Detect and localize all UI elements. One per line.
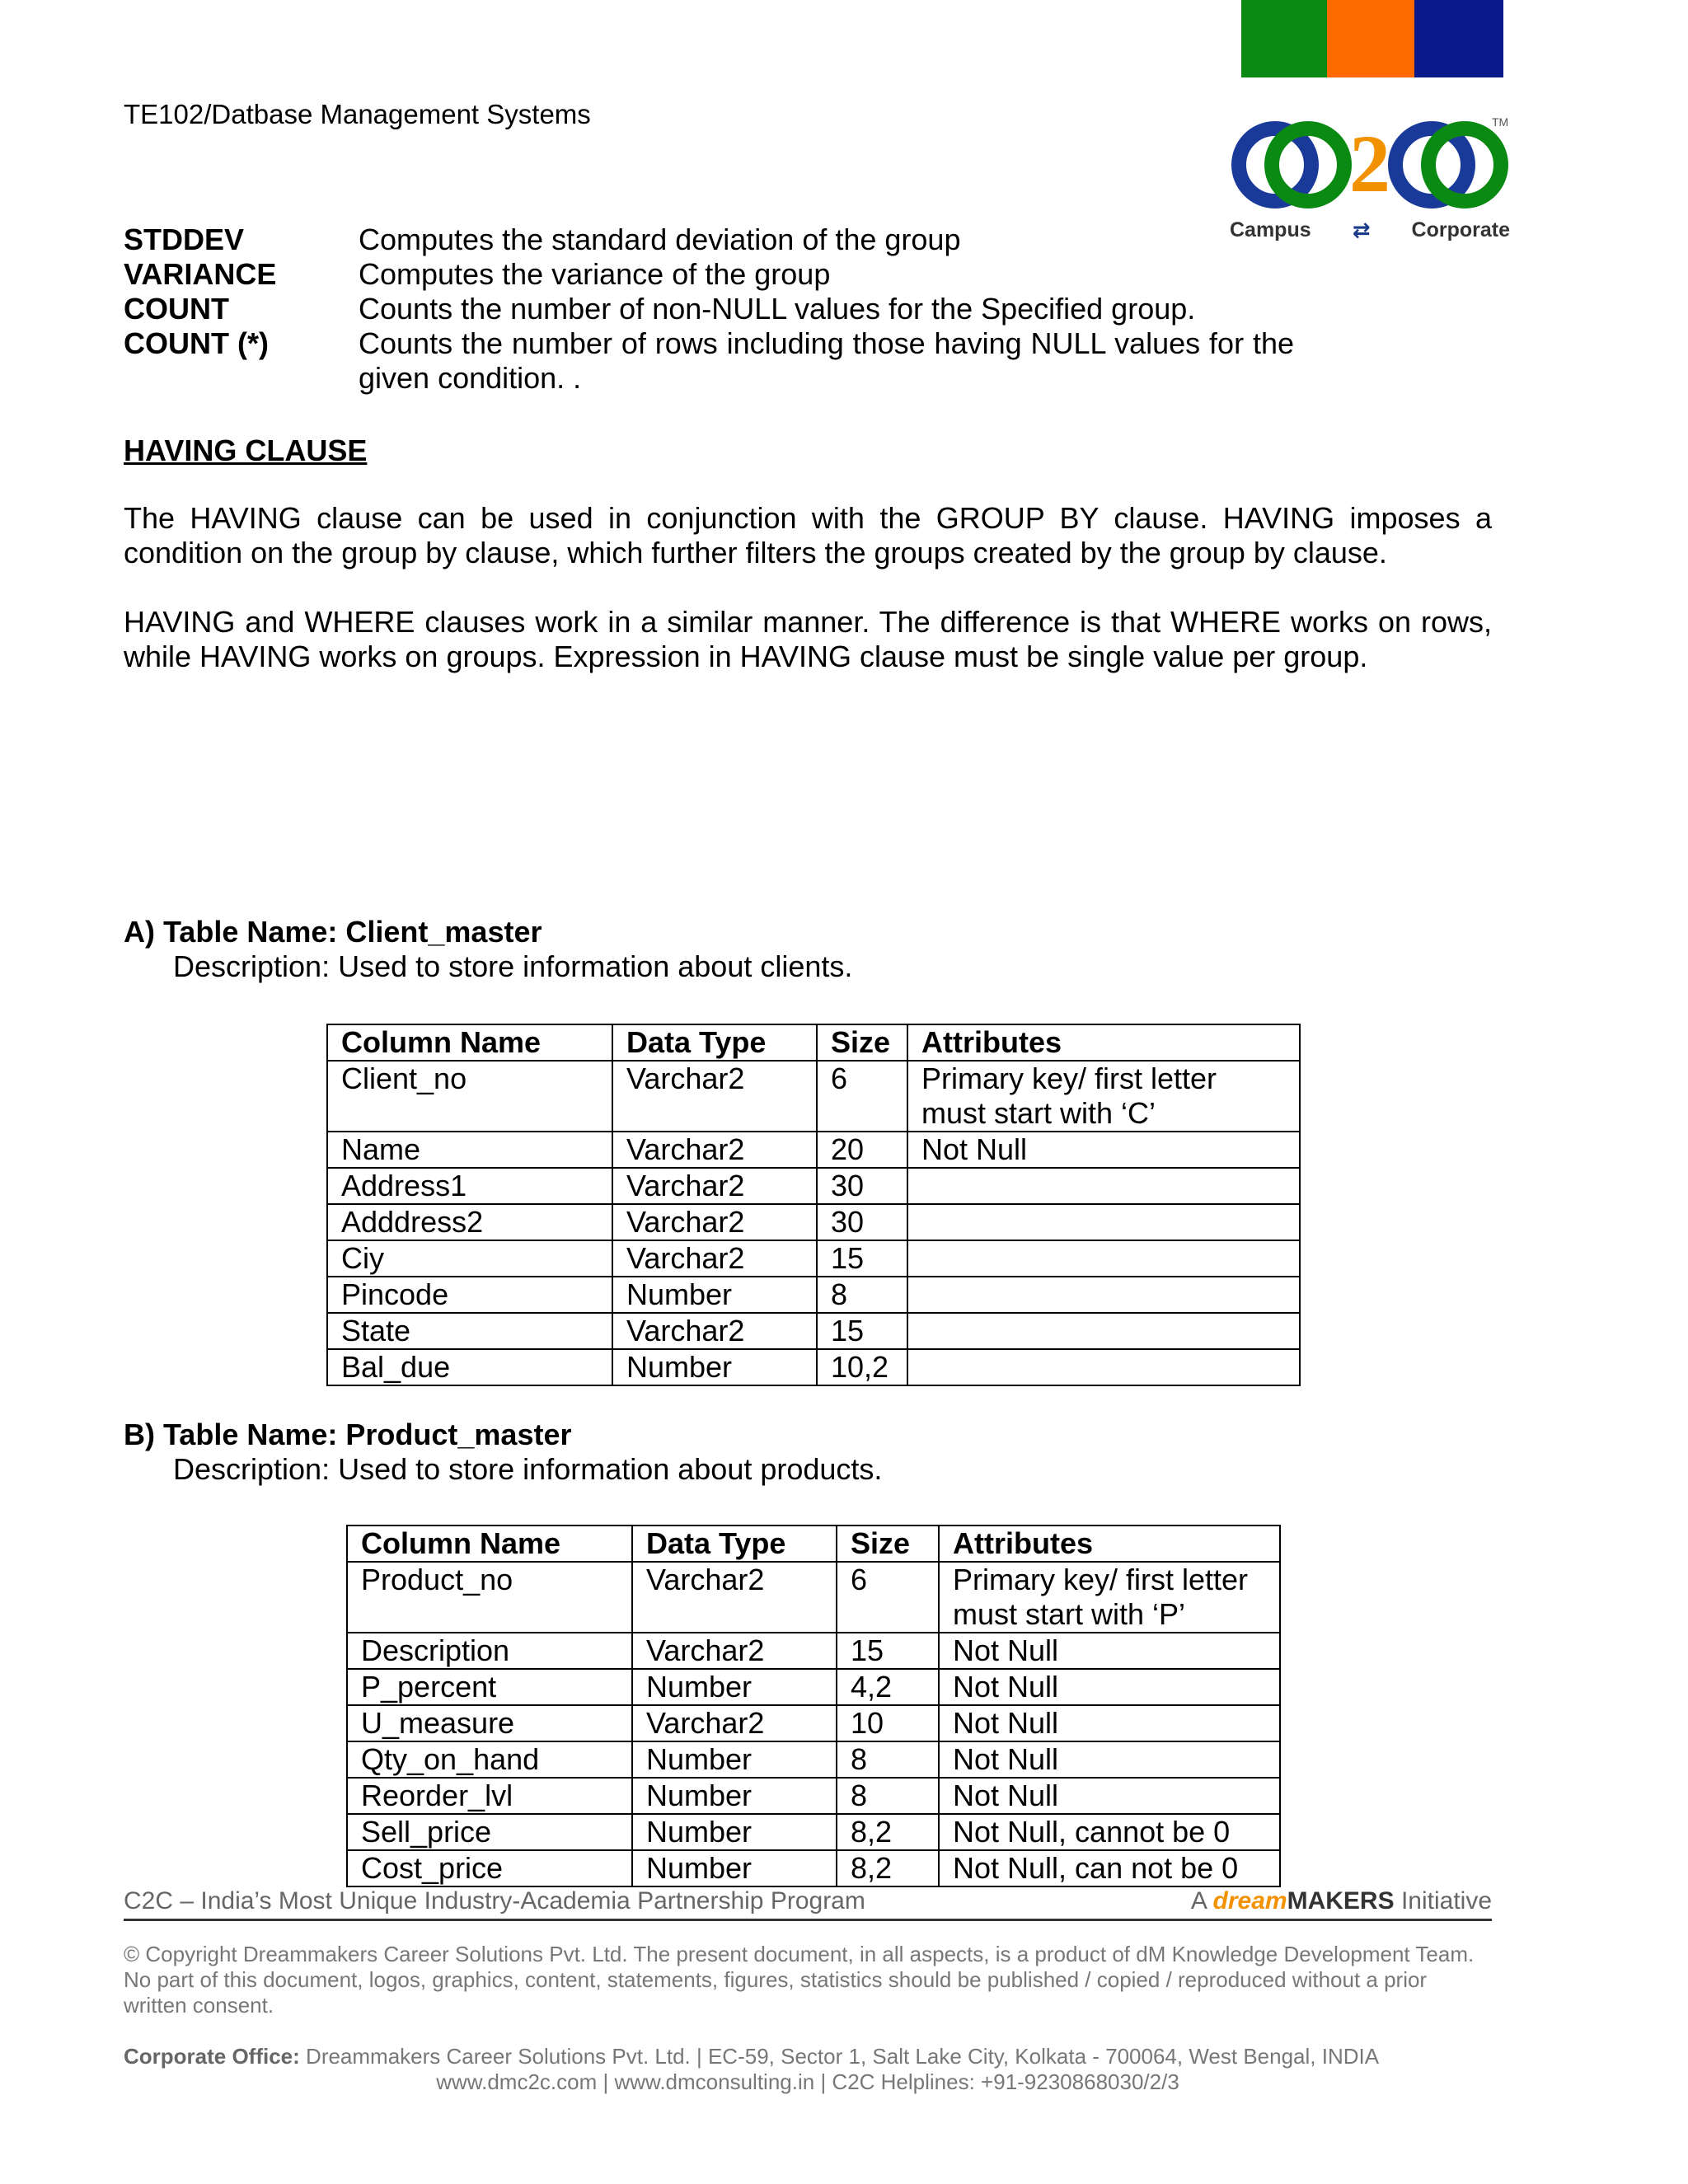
function-name: COUNT (*) [124,326,269,360]
cell: Not Null, can not be 0 [939,1850,1280,1886]
cell: Varchar2 [612,1313,817,1349]
cell: Varchar2 [612,1168,817,1204]
table-b-heading: B) Table Name: Product_master [124,1418,572,1451]
table-row [347,1669,1280,1705]
cell: 15 [817,1240,907,1277]
cell: 8,2 [837,1814,939,1850]
green-block [1241,0,1330,77]
orange-block [1327,0,1416,77]
cell: Product_no [347,1562,632,1633]
table-row [327,1313,1300,1349]
cell: 8 [837,1778,939,1814]
cell: Number [632,1669,837,1705]
function-name: VARIANCE [124,257,277,291]
cell [907,1168,1300,1204]
cell: 8 [817,1277,907,1313]
table-header-row [347,1526,1280,1562]
cell: Ciy [327,1240,612,1277]
cell: 10,2 [817,1349,907,1385]
cell: 6 [817,1061,907,1132]
header-cell: Data Type [612,1024,817,1061]
cell: Address1 [327,1168,612,1204]
exchange-arrow-icon: ⇄ [1352,218,1371,242]
function-desc: Counts the number of rows including those having NULL values for the given condition. . [359,326,1294,395]
cell: 4,2 [837,1669,939,1705]
cell: 10 [837,1705,939,1741]
header-cell: Data Type [632,1526,837,1562]
svg-text:2: 2 [1349,118,1390,209]
header-cell: Size [817,1024,907,1061]
initiative-prefix: A [1190,1887,1213,1915]
having-paragraph-2: HAVING and WHERE clauses work in a similar manner. The difference is that WHERE works on rows, while HAVING works on groups. Expression in HAVING clause must be single value per group. [124,605,1492,673]
dream-brand: dream [1212,1887,1287,1915]
cell: Client_no [327,1061,612,1132]
trademark-mark: TM [1492,115,1509,129]
cell: Pincode [327,1277,612,1313]
table-row [347,1778,1280,1814]
cell [907,1313,1300,1349]
cell: Number [612,1277,817,1313]
cell: 30 [817,1204,907,1240]
cell: Primary key/ first letter must start with ‘C’ [907,1061,1300,1132]
table-row [327,1204,1300,1240]
logo-campus: Campus [1230,218,1311,241]
corp-address: Dreammakers Career Solutions Pvt. Ltd. | EC-59, Sector 1, Salt Lake City, Kolkata - 700064, West Bengal, INDIA [299,2044,1380,2069]
cell: Description [347,1633,632,1669]
cell: Varchar2 [612,1204,817,1240]
table-row [327,1061,1300,1132]
cell: Not Null [939,1669,1280,1705]
cell: Varchar2 [632,1705,837,1741]
cell: Varchar2 [632,1633,837,1669]
cell: 30 [817,1168,907,1204]
footer-tagline: C2C – India’s Most Unique Industry-Academia Partnership Program [124,1887,865,1915]
table-row [327,1277,1300,1313]
cell: Adddress2 [327,1204,612,1240]
cell: Not Null, cannot be 0 [939,1814,1280,1850]
table-row [327,1132,1300,1168]
function-desc: Computes the standard deviation of the group [359,223,961,256]
table-b-description: Description: Used to store information about products. [173,1452,883,1486]
table-row [347,1705,1280,1741]
cell: 20 [817,1132,907,1168]
product-master-table [346,1525,1281,1887]
table-row [347,1814,1280,1850]
function-row [124,292,1294,326]
makers-brand: MAKERS [1287,1887,1395,1915]
cell: Primary key/ first letter must start with ‘P’ [939,1562,1280,1633]
footer-tagline-bar [124,1887,1492,1915]
having-paragraph-1: The HAVING clause can be used in conjunction with the GROUP BY clause. HAVING imposes a condition on the group by clause, which further filters the groups created by the group by clause. [124,501,1492,569]
cell: Not Null [939,1778,1280,1814]
table-a-description: Description: Used to store information about clients. [173,949,853,983]
cell: 15 [817,1313,907,1349]
cell: Reorder_lvl [347,1778,632,1814]
blue-block [1414,0,1503,77]
cell: U_measure [347,1705,632,1741]
cell: Varchar2 [632,1562,837,1633]
cell: Number [632,1778,837,1814]
table-a-heading: A) Table Name: Client_master [124,915,542,949]
cell: 8,2 [837,1850,939,1886]
table-row [327,1240,1300,1277]
function-list [124,223,1294,396]
cell [907,1349,1300,1385]
cell: Number [632,1850,837,1886]
cell: Name [327,1132,612,1168]
table-row [347,1741,1280,1778]
cell: Number [632,1741,837,1778]
cell: Bal_due [327,1349,612,1385]
table-row [347,1633,1280,1669]
function-row [124,326,1294,396]
cell: Not Null [907,1132,1300,1168]
cell [907,1277,1300,1313]
cell: Not Null [939,1633,1280,1669]
cell: Sell_price [347,1814,632,1850]
cell: Varchar2 [612,1061,817,1132]
function-row [124,223,1294,257]
cell: Varchar2 [612,1240,817,1277]
header-cell: Column Name [327,1024,612,1061]
header-cell: Column Name [347,1526,632,1562]
cell [907,1204,1300,1240]
table-row [347,1850,1280,1886]
corp-web: www.dmc2c.com | www.dmconsulting.in | C2C Helplines: +91-9230868030/2/3 [436,2069,1179,2094]
header-cell: Attributes [907,1024,1300,1061]
table-row [327,1349,1300,1385]
function-name: COUNT [124,292,229,326]
footer-initiative [1191,1887,1492,1915]
cell: Varchar2 [612,1132,817,1168]
cell: P_percent [347,1669,632,1705]
table-row [347,1562,1280,1633]
cell: Qty_on_hand [347,1741,632,1778]
cell: Number [612,1349,817,1385]
cell: Not Null [939,1741,1280,1778]
cell: Number [632,1814,837,1850]
function-row [124,257,1294,292]
table-row [327,1168,1300,1204]
client-master-table [326,1024,1301,1386]
copyright-notice: © Copyright Dreammakers Career Solutions Pvt. Ltd. The present document, in all aspects, is a product of dM Knowledge Development Team. No part of this document, logos, graphics, content, statements, figures, statistics should be published / copied / reproduced without a prior written consent. [124,1942,1475,2018]
function-desc: Computes the variance of the group [359,257,831,291]
cell: 15 [837,1633,939,1669]
course-header: TE102/Datbase Management Systems [124,99,591,129]
cell: Not Null [939,1705,1280,1741]
logo-corporate: Corporate [1411,218,1510,241]
corporate-office [124,2044,1492,2095]
cell [907,1240,1300,1277]
cell: State [327,1313,612,1349]
function-name: STDDEV [124,223,245,256]
initiative-suffix: Initiative [1394,1887,1492,1915]
cell: 6 [837,1562,939,1633]
header-cell: Size [837,1526,939,1562]
cell: Cost_price [347,1850,632,1886]
header-cell: Attributes [939,1526,1280,1562]
table-header-row [327,1024,1300,1061]
having-title: HAVING CLAUSE [124,434,368,467]
function-desc: Counts the number of non-NULL values for the Specified group. [359,292,1196,326]
cell: 8 [837,1741,939,1778]
footer-divider [124,1919,1492,1921]
corp-label: Corporate Office: [124,2044,300,2069]
